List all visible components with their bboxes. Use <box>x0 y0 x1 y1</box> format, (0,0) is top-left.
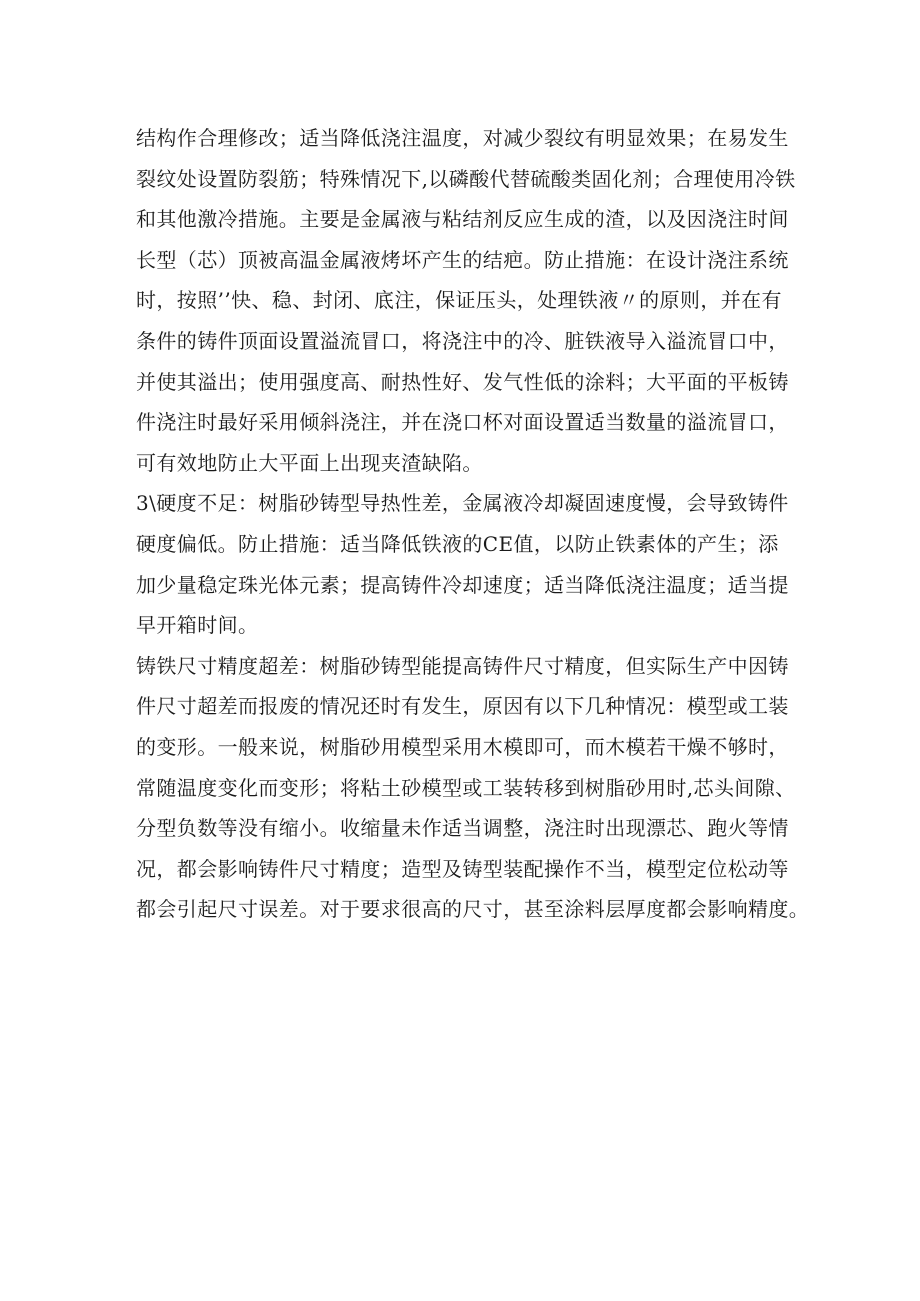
text-line: 3\硬度不足：树脂砂铸型导热性差，金属液冷却凝固速度慢，会导致铸件 <box>136 491 789 516</box>
text-line: 铸铁尺寸精度超差：树脂砂铸型能提高铸件尺寸精度，但实际生产中因铸 <box>136 653 789 678</box>
text-line: 长型（芯）顶被高温金属液烤坏产生的结疤。防止措施：在设计浇注系统 <box>136 247 789 272</box>
text-line: 硬度偏低。防止措施：适当降低铁液的CE值，以防止铁素体的产生；添 <box>136 531 779 556</box>
text-line: 常随温度变化而变形；将粘土砂模型或工装转移到树脂砂用时,芯头间隙、 <box>136 775 796 800</box>
text-line: 并使其溢出；使用强度高、耐热性好、发气性低的涂料；大平面的平板铸 <box>136 369 789 394</box>
text-line: 的变形。一般来说，树脂砂用模型采用木模即可，而木模若干燥不够时， <box>136 734 789 759</box>
text-line: 和其他激冷措施。主要是金属液与粘结剂反应生成的渣，以及因浇注时间 <box>136 207 789 232</box>
text-line: 况，都会影响铸件尺寸精度；造型及铸型装配操作不当，模型定位松动等 <box>136 856 789 881</box>
text-line: 件尺寸超差而报废的情况还时有发生，原因有以下几种情况：模型或工装 <box>136 694 789 719</box>
text-line: 结构作合理修改；适当降低浇注温度，对减少裂纹有明显效果；在易发生 <box>136 126 789 150</box>
text-line: 都会引起尺寸误差。对于要求很高的尺寸，甚至涂料层厚度都会影响精度。 <box>136 897 810 922</box>
body-text <box>136 118 810 930</box>
text-line: 件浇注时最好采用倾斜浇注，并在浇口杯对面设置适当数量的溢流冒口， <box>136 410 789 435</box>
text-line: 裂纹处设置防裂筋；特殊情况下,以磷酸代替硫酸类固化剂；合理使用冷铁 <box>136 166 796 191</box>
text-line: 可有效地防止大平面上出现夹渣缺陷。 <box>136 450 483 475</box>
text-line: 条件的铸件顶面设置溢流冒口，将浇注中的冷、脏铁液导入溢流冒口中， <box>136 328 789 353</box>
text-line: 时，按照’’快、稳、封闭、底注，保证压头，处理铁液〃的原则，并在有 <box>136 288 782 313</box>
text-line: 加少量稳定珠光体元素；提高铸件冷却速度；适当降低浇注温度；适当提 <box>136 572 789 597</box>
text-line: 早开箱时间。 <box>136 613 259 638</box>
text-line: 分型负数等没有缩小。收缩量未作适当调整，浇注时出现漂芯、跑火等情 <box>136 816 789 841</box>
